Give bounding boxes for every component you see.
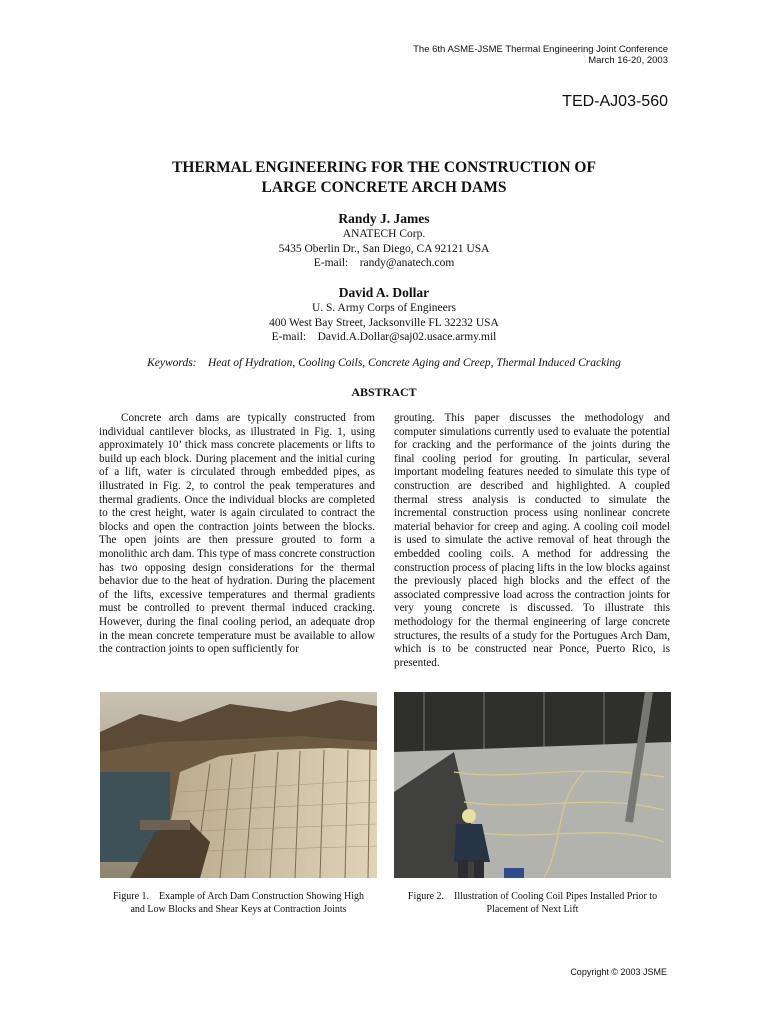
paper-title	[0, 158, 768, 198]
conference-dates: March 16-20, 2003	[588, 55, 668, 66]
author-name: David A. Dollar	[338, 285, 430, 300]
keywords: Keywords: Heat of Hydration, Cooling Coils, Concrete Aging and Creep, Thermal Induced Cracking	[147, 357, 621, 369]
figure-1-caption	[100, 890, 377, 916]
paper-id: TED-AJ03-560	[562, 93, 668, 110]
caption-line: Figure 2. Illustration of Cooling Coil Pipes Installed Prior to	[407, 891, 658, 902]
abstract-right-column: grouting. This paper discusses the methodology and computer simulations currently used to evaluate the potential for cracking and the performance of the joints during the final cooling period for grouting. In particular, several important modeling features needed to simulate this type of construction are described and highlighted. A coupled thermal stress analysis is conducted to simulate the incremental construction process using nonlinear concrete material behavior for creep and aging. A cooling coil model is used to simulate the active removal of heat through the embedded cooling coils. A method for addressing the construction process of placing lifts in the low blocks against the previously placed high blocks and the effect of the associated compressive load across the contraction joints for very young concrete is discussed. To illustrate this methodology for the thermal engineering of large concrete structures, the results of a study for the Portugues Arch Dam, which is to be constructed near Ponce, Puerto Rico, is presented.	[394, 412, 670, 669]
author-email: E-mail: randy@anatech.com	[313, 257, 455, 269]
conference-header	[413, 44, 668, 66]
caption-line: and Low Blocks and Shear Keys at Contraction Joints	[130, 904, 347, 915]
author-block-2	[0, 284, 768, 345]
copyright-footer: Copyright © 2003 JSME	[570, 967, 667, 977]
author-address: 5435 Oberlin Dr., San Diego, CA 92121 USA	[278, 242, 490, 255]
author-email: E-mail: David.A.Dollar@saj02.usace.army.mil	[271, 331, 497, 343]
figure-2-photo	[394, 692, 671, 878]
abstract-heading: ABSTRACT	[351, 385, 417, 399]
author-org: U. S. Army Corps of Engineers	[311, 302, 457, 314]
title-line-1: THERMAL ENGINEERING FOR THE CONSTRUCTION OF	[172, 159, 596, 176]
abstract-left-column: Concrete arch dams are typically constructed from individual cantilever blocks, as illustrated in Fig. 1, using approximately 10’ thick mass concrete placements or lifts to build up each block. During placement and the initial curing of a lift, water is circulated through embedded pipes, as illustrated in Fig. 2, to control the peak temperatures and thermal gradients. Once the individual blocks are completed to the crest height, water is again circulated to contract the blocks and open the contraction joints between the blocks. The open joints are then pressure grouted to form a monolithic arch dam. This type of mass concrete construction has two opposing design considerations for the thermal behavior due to the heat of hydration. During the placement of the lifts, excessive temperatures and thermal gradients must be controlled to prevent thermal induced cracking. However, during the final cooling period, an adequate drop in the mean concrete temperature must be available to allow the contraction joints to open sufficiently for	[99, 412, 375, 656]
caption-line: Placement of Next Lift	[486, 904, 579, 915]
author-org: ANATECH Corp.	[342, 228, 426, 240]
figure-2-caption	[394, 890, 671, 916]
caption-line: Figure 1. Example of Arch Dam Construction Showing High	[112, 891, 365, 902]
author-block-1	[0, 210, 768, 271]
figure-1-photo	[100, 692, 377, 878]
author-name: Randy J. James	[338, 211, 430, 226]
conference-name: The 6th ASME-JSME Thermal Engineering Joint Conference	[413, 44, 668, 55]
author-address: 400 West Bay Street, Jacksonville FL 32232 USA	[269, 316, 499, 329]
title-line-2: LARGE CONCRETE ARCH DAMS	[261, 179, 507, 196]
